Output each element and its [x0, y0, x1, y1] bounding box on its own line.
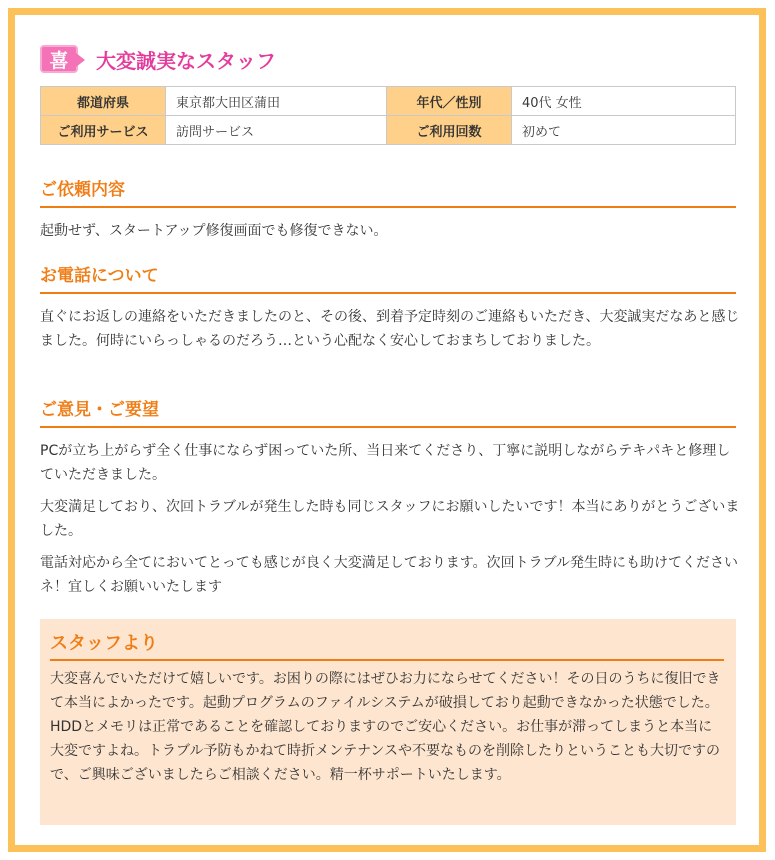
staff-text: 大変喜んでいただけて嬉しいです。お困りの際にはぜひお力にならせてください！その日のうちに復旧できて本当によかったです。起動プログラムのファイルシステムが破損しており起動できなかった状態でした。HDDとメモリは正常であることを確認しておりますのでご安心ください。お仕事が滞ってしまうと本当に大変ですよね。トラブル予防もかねて時折メンテナンスや不要なものを削除したりということも大切ですので、ご興味ございましたらご相談ください。精一杯サポートいたします。 [50, 671, 721, 783]
opinion-heading: ご意見・ご要望 [40, 395, 736, 428]
age-gender-label: 年代／性別 [387, 87, 512, 116]
review-title: 大変誠実なスタッフ [96, 48, 276, 73]
prefecture-label: 都道府県 [41, 87, 166, 116]
phone-text: 直ぐにお返しの連絡をいただきましたのと、その後、到着予定時刻のご連絡もいただき、大変誠実だなあと感じました。何時にいらっしゃるのだろう…という心配なく安心しておまちしておりました。 [40, 309, 740, 349]
info-table [40, 86, 736, 145]
usage-count-label: ご利用回数 [387, 116, 512, 145]
age-gender-value: 40代 女性 [512, 87, 736, 116]
opinion-paragraph: 電話対応から全てにおいてとっても感じが良く大変満足しております。次回トラブル発生時にも助けてくださいネ！宜しくお願いいたします [40, 555, 739, 595]
joy-badge-icon: 喜 [40, 45, 78, 73]
review-header [40, 41, 276, 77]
staff-comment-box [40, 619, 736, 825]
review-card [8, 8, 766, 852]
request-heading: ご依頼内容 [40, 175, 736, 208]
phone-heading: お電話について [40, 261, 736, 294]
opinion-paragraph: PCが立ち上がらず全く仕事にならず困っていた所、当日来てくださり、丁寧に説明しながらテキパキと修理していただきました。 [40, 443, 731, 483]
usage-count-value: 初めて [512, 116, 736, 145]
service-value: 訪問サービス [166, 116, 387, 145]
service-label: ご利用サービス [41, 116, 166, 145]
table-row [41, 87, 736, 116]
staff-heading: スタッフより [50, 629, 724, 661]
request-text: 起動せず、スタートアップ修復画面でも修復できない。 [40, 223, 388, 239]
prefecture-value: 東京都大田区蒲田 [166, 87, 387, 116]
opinion-paragraph: 大変満足しており、次回トラブルが発生した時も同じスタッフにお願いしたいです！本当にありがとうございました。 [40, 499, 740, 539]
table-row [41, 116, 736, 145]
